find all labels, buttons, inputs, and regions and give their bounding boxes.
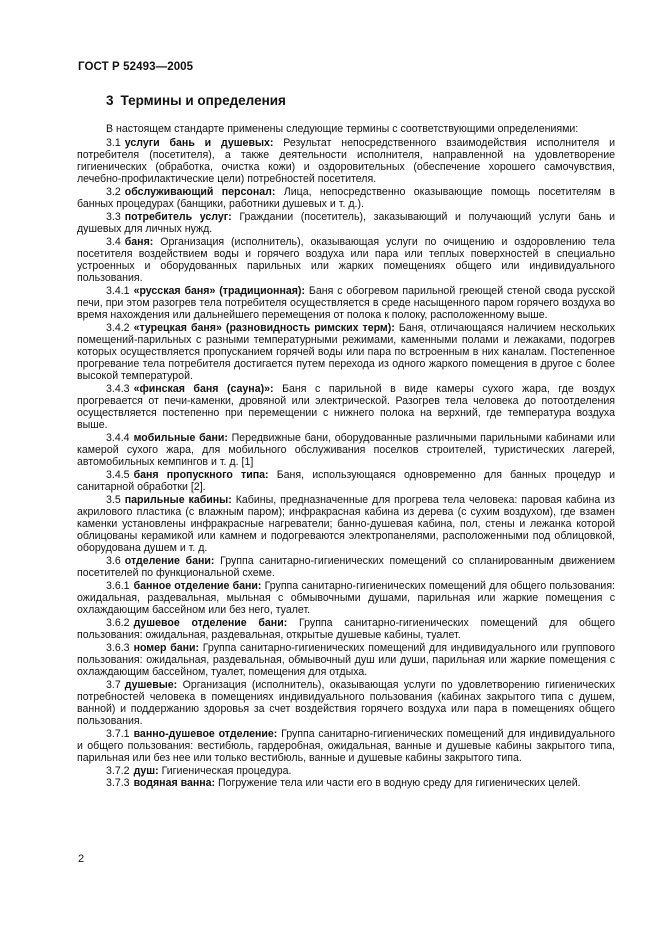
section-number: 3 [106, 93, 114, 108]
term-name: отделение бани: [124, 554, 215, 567]
term-number: 3.7 [106, 678, 121, 691]
term-entry [77, 494, 615, 554]
terms-list [77, 137, 615, 790]
term-definition: Погружение тела или части его в водную среду для гигиенических целей. [218, 777, 581, 790]
term-definition: Баня, использующаяся одновременно для банных процедур и санитарной обработки [2]. [77, 468, 615, 493]
term-entry [77, 211, 615, 235]
term-entry [77, 137, 615, 185]
document-header: ГОСТ Р 52493—2005 [78, 61, 194, 73]
term-number: 3.2 [106, 185, 121, 198]
term-definition: Кабины, предназначенные для прогрева тела человека: паровая кабина из акрилового пластика (с влажным паром); инфракрасная кабина из дерева (с сухим воздухом), где взамен каменки установлены инфракрасные нагреватели; банно-душевая кабина, пол, стены и лежанка которой облицованы керамикой или камнем и подогреваются электропанелями, расположенными под облицовкой, оборудована душем и т. д. [77, 493, 615, 554]
term-number: 3.7.2 [106, 764, 130, 777]
term-number: 3.6.3 [106, 641, 130, 654]
term-entry [77, 383, 615, 431]
term-definition: Баня, отличающаяся наличием нескольких помещений-парильных с разными температурными режимами, каменными полами и лежаками, подогрев которых осуществляется пропусканием горячей воды или пара по встроенным в них каналам. Постепенное прогревание тела потребителя достигается путем перехода из одного жаркого помещения в другое с более высокой температурой. [77, 321, 615, 382]
term-entry [77, 186, 615, 210]
term-entry [77, 617, 615, 641]
term-entry [77, 469, 615, 493]
term-entry [77, 555, 615, 579]
term-name: душевое отделение бани: [133, 616, 288, 629]
term-definition: Группа санитарно-гигиенических помещений для общего пользования: ожидальная, раздевальная, открытые душевые кабины, туалет. [77, 616, 616, 641]
term-name: душ: [133, 764, 159, 777]
term-definition: Организация (исполнитель), оказывающая услуги по очищению и оздоровлению тела посетителя воздействием воды и горячего воздуха или пара или теплых поверхностей в специально устроенных и оборудованных парильных или жарких помещениях общего или индивидуального пользования. [77, 235, 615, 284]
term-entry [77, 322, 615, 382]
term-number: 3.6.2 [106, 616, 130, 629]
term-name: баня пропускного типа: [133, 468, 269, 481]
term-entry [77, 236, 615, 284]
term-name: номер бани: [133, 641, 200, 654]
term-entry [77, 765, 615, 777]
term-definition: Передвижные бани, оборудованные различными парильными кабинами или камерой сухого жара, для мобильного обслуживания поселков строителей, туристических лагерей, автомобильных кемпингов и т. д. [1] [77, 431, 615, 468]
term-number: 3.4.2 [106, 321, 130, 334]
term-definition: Группа санитарно-гигиенических помещений для общего пользования: ожидальная, раздевальная, мыльная с обмывочными душами, парильная или жаркие помещения с охлаждающим бассейном или без него, туалет. [77, 579, 616, 616]
term-name: «русская баня» (традиционная): [133, 284, 305, 297]
page-number: 2 [78, 853, 85, 865]
term-number: 3.7.3 [106, 777, 130, 790]
term-name: душевые: [124, 678, 178, 691]
term-definition: Гигиеническая процедура. [161, 764, 292, 777]
term-entry [77, 285, 615, 321]
term-number: 3.4.1 [106, 284, 130, 297]
document-body [77, 123, 615, 790]
term-name: баня: [124, 235, 154, 248]
term-number: 3.1 [106, 136, 121, 149]
term-name: банное отделение бани: [133, 579, 262, 592]
term-number: 3.6 [106, 554, 121, 567]
section-title-text: Термины и определения [120, 93, 286, 108]
term-definition: Баня с парильной в виде камеры сухого жара, где воздух прогревается от печи-каменки, дровяной или электрической. Разогрев тела человека до потоотделения осуществляется постепенно при перемещении с нижнего полока на верхний, где температура воздуха выше. [77, 382, 615, 431]
term-name: обслуживающий персонал: [124, 185, 276, 198]
term-entry [77, 642, 615, 678]
term-definition: Группа санитарно-гигиенических помещений со спланированным движением посетителей по функциональной схеме. [77, 554, 615, 579]
term-number: 3.5 [106, 493, 121, 506]
term-number: 3.7.1 [106, 727, 130, 740]
term-definition: Баня с обогревом парильной греющей стеной свода русской печи, при этом разогрев тела потребителя осуществляется в среде насыщенного паром горячего воздуха во время нахождения или дальнейшего перемещения от полока к полоку, расположенному выше. [77, 284, 615, 321]
term-number: 3.6.1 [106, 579, 130, 592]
term-name: «турецкая баня» (разновидность римских терм): [133, 321, 395, 334]
term-name: ванно-душевое отделение: [133, 727, 278, 740]
term-name: парильные кабины: [124, 493, 232, 506]
term-number: 3.3 [106, 210, 121, 223]
term-number: 3.4.3 [106, 382, 130, 395]
term-number: 3.4.4 [106, 431, 130, 444]
term-name: водяная ванна: [133, 777, 216, 790]
term-definition: Группа санитарно-гигиенических помещений для индивидуального или группового пользования: ожидальная, раздевальная, обмывочный душ или души, парильная или жаркие помещения с охлаждающим бассейном, туалет, помещения для отдыха. [77, 641, 616, 678]
term-name: потребитель услуг: [124, 210, 232, 223]
term-definition: Организация (исполнитель), оказывающая услуги по удовлетворению гигиенических потребностей человека в помещениях индивидуального пользования (кабинах закрытого типа с душем, ванной) и поддержанию здоровья за счет воздействия горячего воздуха или пара в помещениях общего пользования. [77, 678, 615, 727]
term-definition: Лица, непосредственно оказывающие помощь посетителям в банных процедурах (банщики, работники душевых и т. д.). [77, 185, 615, 210]
term-definition: Граждании (посетитель), заказывающий и получающий услуги бань и душевых для личных нужд. [77, 210, 615, 235]
term-name: услуги бань и душевых: [124, 136, 274, 149]
term-entry [77, 728, 615, 764]
term-name: мобильные бани: [133, 431, 228, 444]
term-number: 3.4 [106, 235, 121, 248]
term-entry [77, 679, 615, 727]
intro-paragraph: В настоящем стандарте применены следующие термины с соответствующими определениями: [106, 123, 579, 135]
term-name: «финская баня (сауна)»: [133, 382, 274, 395]
term-number: 3.4.5 [106, 468, 130, 481]
section-title [106, 93, 286, 108]
term-entry [77, 580, 615, 616]
term-entry [77, 432, 615, 468]
term-entry [77, 777, 615, 789]
term-definition: Результат непосредственного взаимодействия исполнителя и потребителя (посетителя), а также деятельности исполнителя, направленной на удовлетворение гигиенических (обработка, очистка кожи) и оздоровительных (обеспечение хорошего самочувствия, лечебно-профилактические цели) потребностей посетителя. [77, 136, 615, 185]
term-definition: Группа санитарно-гигиенических помещений для индивидуального и общего пользования: вестибюль, гардеробная, ожидальная, ванные и душевые кабины закрытого типа, парильная или без нее или только вестибюль, ванные и душевые кабины закрытого типа. [77, 727, 615, 764]
